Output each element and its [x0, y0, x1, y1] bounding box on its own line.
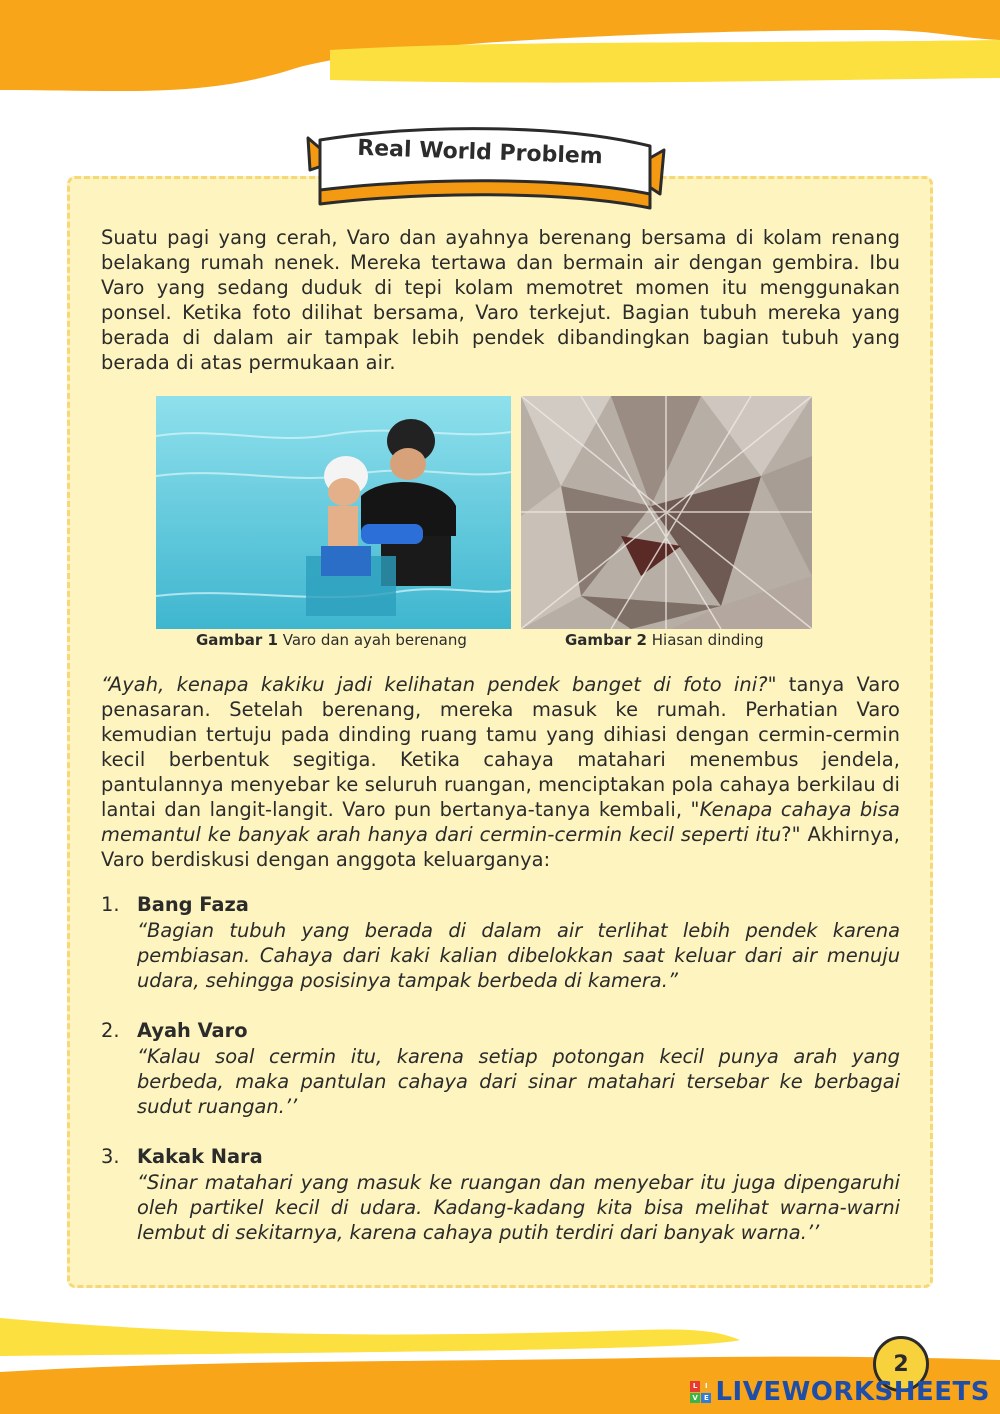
figure-1-caption: Gambar 1 Varo dan ayah berenang [196, 631, 467, 649]
liveworksheets-wordmark: LIVEWORKSHEETS [715, 1377, 990, 1407]
figure-2-caption: Gambar 2 Hiasan dinding [565, 631, 764, 649]
liveworksheets-logo [690, 1374, 990, 1410]
speaker-name: Kakak Nara [137, 1145, 263, 1168]
story-paragraph: “Ayah, kenapa kakiku jadi kelihatan pendek banget di foto ini?" tanya Varo penasaran. Setelah berenang, mereka masuk ke rumah. Perhatian Varo kemudian tertuju pada dinding ruang tamu yang dihiasi dengan cermin-cermin kecil berbentuk segitiga. Ketika cahaya matahari menembus jendela, pantulannya menyebar ke seluruh ruangan, menciptakan pola cahaya berkilau di lantai dan langit-langit. Varo pun bertanya-tanya kembali, "Kenapa cahaya bisa memantul ke banyak arah hanya dari cermin-cermin kecil seperti itu?" Akhirnya, Varo berdiskusi dengan anggota keluarganya: [101, 673, 901, 871]
speaker-name: Ayah Varo [137, 1019, 248, 1042]
list-item-number: 3. [101, 1145, 120, 1168]
figure-2-mirror-wall-photo [521, 396, 812, 629]
speaker-quote: “Kalau soal cermin itu, karena setiap potongan kecil punya arah yang berbeda, maka pantulan cahaya dari sinar matahari tersebar ke berbagai sudut ruangan.’’ [137, 1045, 900, 1118]
speaker-quote: “Bagian tubuh yang berada di dalam air terlihat lebih pendek karena pembiasan. Cahaya dari kaki kalian dibelokkan saat keluar dari air menuju udara, sehingga posisinya tampak berbeda di kamera.” [137, 919, 900, 992]
page-number: 2 [873, 1336, 929, 1392]
list-item-number: 1. [101, 893, 120, 916]
intro-paragraph: Suatu pagi yang cerah, Varo dan ayahnya berenang bersama di kolam renang belakang rumah nenek. Mereka tertawa dan bermain air dengan gembira. Ibu Varo yang sedang duduk di tepi kolam memotret momen itu menggunakan ponsel. Ketika foto dilihat bersama, Varo terkejut. Bagian tubuh mereka yang berada di dalam air tampak lebih pendek dibandingkan bagian tubuh yang berada di atas permukaan air. [101, 226, 900, 374]
speaker-quote: “Sinar matahari yang masuk ke ruangan dan menyebar itu juga dipengaruhi oleh partikel kecil di udara. Kadang-kadang kita bisa melihat warna-warni lembut di sekitarnya, karena cahaya putih terdiri dari banyak warna.’’ [137, 1171, 900, 1244]
section-title: Real World Problem [356, 135, 604, 170]
speaker-name: Bang Faza [137, 893, 249, 916]
liveworksheets-mark-icon: L I V E [690, 1381, 711, 1403]
figure-1-pool-photo [156, 396, 511, 629]
list-item-number: 2. [101, 1019, 120, 1042]
